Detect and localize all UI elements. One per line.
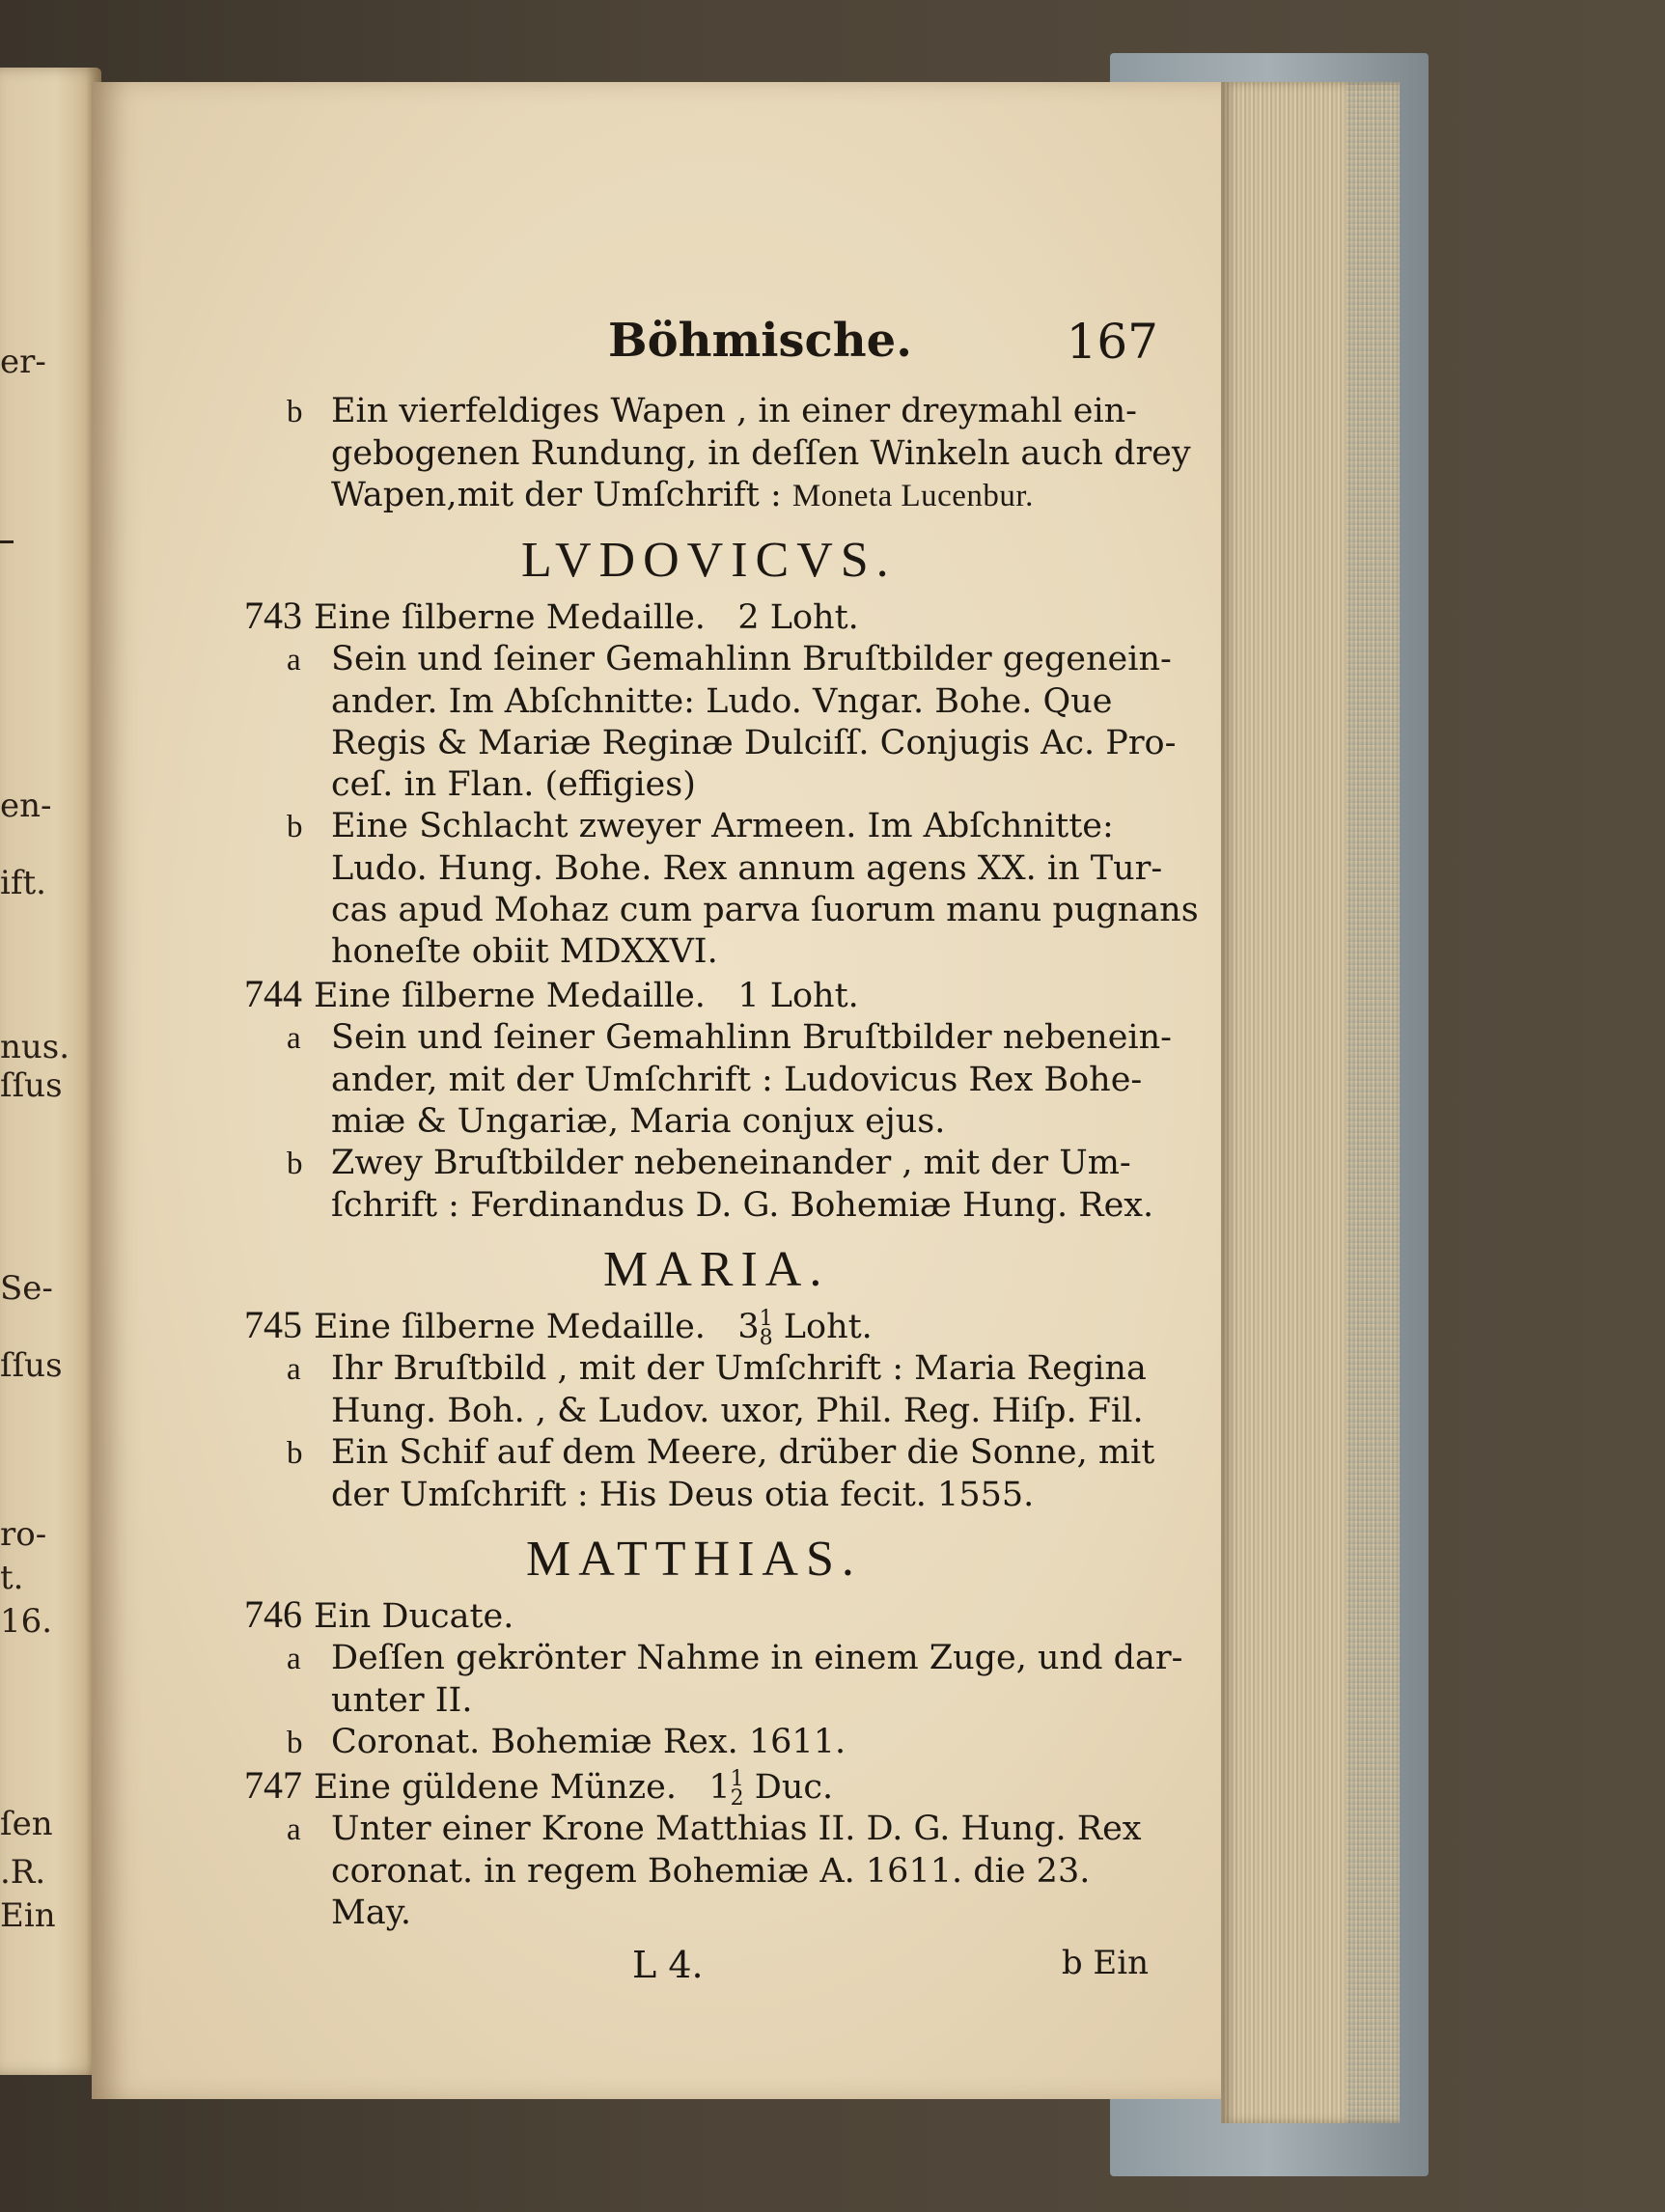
entry-number: 745 <box>244 1303 302 1346</box>
left-fragment: ſſus <box>0 1346 63 1385</box>
item-letter: b <box>287 810 303 844</box>
text-line: ander, mit der Umſchrift : Ludovicus Rex Bohe- <box>331 1061 1143 1099</box>
section-heading: MATTHIAS. <box>526 1532 862 1587</box>
weight-fraction <box>730 1766 744 1811</box>
entry-number: 744 <box>244 972 302 1015</box>
text-line: Ein Schif auf dem Meere, drüber die Sonne, mit <box>331 1433 1155 1472</box>
text-line: der Umſchrift : His Deus otia fecit. 1555. <box>331 1476 1035 1514</box>
item-letter: a <box>287 643 301 677</box>
recto-page <box>92 82 1221 2099</box>
text-line: Sein und ſeiner Gemahlinn Bruſtbilder nebenein- <box>331 1018 1172 1057</box>
entry-title: Eine ſilberne Medaille. <box>314 1308 706 1346</box>
catalog-entry <box>244 972 1172 1227</box>
latin-inscription: Moneta Lucenbur. <box>791 479 1034 513</box>
entry-weight-unit: Loht. <box>783 1308 873 1346</box>
text-line: Coronat. Bohemiæ Rex. 1611. <box>331 1723 846 1761</box>
text-line: May. <box>331 1894 411 1932</box>
entry-number: 746 <box>244 1592 302 1636</box>
left-fragment: Ein <box>0 1896 56 1935</box>
item-letter: b <box>287 395 303 429</box>
item-letter: a <box>287 1352 301 1387</box>
text-line: Hung. Boh. , & Ludov. uxor, Phil. Reg. Hiſp. Fil. <box>331 1392 1144 1430</box>
text-line: Ein vierfeldiges Wapen , in einer dreymahl ein- <box>331 392 1138 430</box>
text-line: Regis & Mariæ Reginæ Dulciſſ. Conjugis Ac. Pro- <box>331 724 1177 762</box>
catalog-entry <box>244 1592 1183 1764</box>
left-fragment: .R. <box>0 1853 46 1892</box>
running-head: Böhmische. <box>608 314 912 368</box>
fraction-denominator: 8 <box>759 1325 773 1350</box>
fraction-denominator: 2 <box>730 1785 744 1811</box>
section-heading: LVDOVICVS. <box>521 533 897 588</box>
text-line: Deſſen gekrönter Nahme in einem Zuge, und dar- <box>331 1639 1183 1677</box>
entry-number: 743 <box>244 594 302 637</box>
text-line: honeſte obiit MDXXVI. <box>331 932 718 971</box>
entry-title: Eine ſilberne Medaille. <box>314 977 706 1015</box>
left-fragment: ift. <box>0 864 46 902</box>
left-fragment: er- <box>0 343 46 381</box>
text-line: Ihr Bruſtbild , mit der Umſchrift : Maria Regina <box>331 1349 1147 1388</box>
left-fragment: ſſus <box>0 1066 63 1105</box>
page-header <box>285 314 1158 381</box>
page-content <box>244 314 1199 2002</box>
entry-weight-int: 1 <box>708 1768 731 1807</box>
left-page <box>0 68 101 2075</box>
left-fragment: ro- <box>0 1515 47 1554</box>
text-line: ſchrift : Ferdinandus D. G. Bohemiæ Hung. Rex. <box>331 1186 1154 1225</box>
entry-weight: 2 Loht. <box>737 598 859 637</box>
entry-number: 747 <box>244 1763 302 1807</box>
entry-weight: 1 Loht. <box>737 977 859 1015</box>
item-letter: a <box>287 1021 301 1056</box>
catchword: b Ein <box>1061 1944 1149 1982</box>
item-letter: a <box>287 1812 301 1847</box>
entry-weight-int: 3 <box>737 1308 760 1346</box>
left-fragment: 16. <box>0 1602 53 1641</box>
entry-title: Eine güldene Münze. <box>314 1768 677 1807</box>
text-line: Zwey Bruſtbilder nebeneinander , mit der Um- <box>331 1144 1131 1182</box>
text-line: cas apud Mohaz cum parva ſuorum manu pugnans <box>331 891 1199 929</box>
item-letter: b <box>287 1436 303 1471</box>
entry-title: Eine ſilberne Medaille. <box>314 598 706 637</box>
text-line: unter II. <box>331 1681 473 1720</box>
signature-mark: L 4. <box>632 1944 704 1986</box>
text-line: Unter einer Krone Matthias II. D. G. Hung. Rex <box>331 1810 1142 1848</box>
left-fragment: en- <box>0 787 52 825</box>
text-line: gebogenen Rundung, in deſſen Winkeln auch drey <box>331 434 1191 473</box>
text-line: Ludo. Hung. Bohe. Rex annum agens XX. in Tur- <box>331 849 1163 888</box>
weight-fraction <box>759 1306 773 1350</box>
entry-title: Ein Ducate. <box>314 1597 514 1636</box>
item-letter: b <box>287 1147 303 1181</box>
text-line: Wapen,mit der Umſchrift : <box>331 476 782 514</box>
text-line: coronat. in regem Bohemiæ A. 1611. die 23. <box>331 1852 1091 1891</box>
catalog-entry <box>244 1763 1158 1934</box>
left-fragment: t. <box>0 1559 24 1597</box>
catalog-entry <box>244 594 1199 973</box>
text-line: ander. Im Abſchnitte: Ludo. Vngar. Bohe. Que <box>331 682 1113 721</box>
text-line: miæ & Ungariæ, Maria conjux ejus. <box>331 1102 946 1141</box>
left-fragment: nus. <box>0 1028 70 1066</box>
fraction-numerator: 1 <box>759 1306 773 1331</box>
fore-edge-tint <box>1346 82 1400 2123</box>
opening-entry <box>285 391 1191 517</box>
text-line: Eine Schlacht zweyer Armeen. Im Abſchnitte: <box>331 807 1114 845</box>
left-rule <box>0 540 14 543</box>
text-line: ceſ. in Flan. (effigies) <box>331 765 696 804</box>
item-letter: b <box>287 1726 303 1760</box>
fraction-numerator: 1 <box>730 1766 744 1791</box>
left-fragment: Se- <box>0 1269 53 1308</box>
section-heading: MARIA. <box>603 1242 830 1297</box>
page-number: 167 <box>1066 314 1158 370</box>
catalog-entry <box>244 1303 1158 1516</box>
item-letter: a <box>287 1642 301 1676</box>
entry-weight-unit: Duc. <box>754 1768 834 1807</box>
text-line: Sein und ſeiner Gemahlinn Bruſtbilder gegenein- <box>331 640 1172 678</box>
left-fragment: ſen <box>0 1805 53 1843</box>
page-footer <box>285 1944 1158 2002</box>
